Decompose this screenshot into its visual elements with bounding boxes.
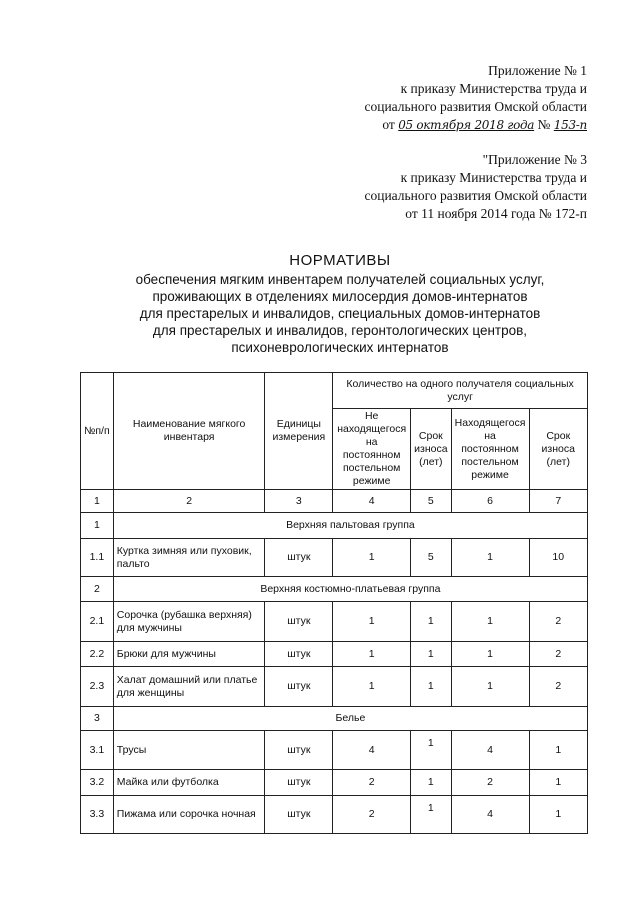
cell-qty: 1	[451, 539, 529, 577]
cell-unit: штук	[265, 731, 333, 770]
cell-wear: 1	[529, 731, 587, 770]
cell-qty: 1	[451, 667, 529, 707]
subtitle-line: для престарелых и инвалидов, геронтологических центров,	[152, 323, 528, 338]
header-wear-term: Срок износа (лет)	[529, 409, 587, 490]
appendix-3-header	[364, 151, 587, 223]
cell-name: Майка или футболка	[113, 770, 265, 796]
cell-qty: 1	[451, 602, 529, 642]
cell-qty: 4	[333, 731, 411, 770]
cell-wear: 2	[529, 642, 587, 667]
table-row	[81, 731, 588, 770]
header-name: Наименование мягкого инвентаря	[113, 373, 265, 490]
cell-wear: 1	[411, 770, 451, 796]
cell-qty: 1	[451, 642, 529, 667]
column-number: 1	[81, 490, 114, 513]
header-num: №п/п	[81, 373, 114, 490]
cell-num: 1.1	[81, 539, 114, 577]
handwritten-date: 05 октября 2018 года	[398, 118, 535, 132]
cell-wear: 1	[529, 796, 587, 834]
cell-name: Сорочка (рубашка верхняя) для мужчины	[113, 602, 265, 642]
appendix-1-title: Приложение № 1	[488, 63, 587, 78]
cell-name: Пижама или сорочка ночная	[113, 796, 265, 834]
date-prefix: от	[382, 117, 395, 132]
cell-wear: 2	[529, 602, 587, 642]
column-number: 7	[529, 490, 587, 513]
group-title: Белье	[113, 707, 587, 731]
cell-num: 3.1	[81, 731, 114, 770]
cell-name: Брюки для мужчины	[113, 642, 265, 667]
header-bedridden: Находящегося на постоянном постельном режиме	[451, 409, 529, 490]
column-number: 6	[451, 490, 529, 513]
norms-table	[80, 372, 588, 834]
appendix-1-order-line: к приказу Министерства труда и	[400, 81, 587, 96]
header-unit: Единицы измерения	[265, 373, 333, 490]
appendix-1-header	[364, 62, 587, 134]
cell-wear: 1	[411, 667, 451, 707]
table-row	[81, 602, 588, 642]
header-wear-term: Срок износа (лет)	[411, 409, 451, 490]
document-subtitle	[80, 271, 600, 356]
cell-num: 2.3	[81, 667, 114, 707]
column-number: 5	[411, 490, 451, 513]
group-row	[81, 577, 588, 602]
cell-num: 3.3	[81, 796, 114, 834]
cell-qty: 4	[451, 796, 529, 834]
document-title: НОРМАТИВЫ	[289, 252, 391, 269]
appendix-1-ministry-line: социального развития Омской области	[364, 99, 587, 114]
column-number: 2	[113, 490, 265, 513]
table-row	[81, 539, 588, 577]
cell-wear: 1	[529, 770, 587, 796]
group-number: 1	[81, 513, 114, 539]
cell-name: Куртка зимняя или пуховик, пальто	[113, 539, 265, 577]
cell-wear: 1	[411, 642, 451, 667]
table-row	[81, 667, 588, 707]
appendix-3-date-line: от 11 ноября 2014 года № 172-п	[405, 206, 587, 221]
cell-wear: 1	[411, 731, 451, 770]
cell-name: Трусы	[113, 731, 265, 770]
table-row	[81, 796, 588, 834]
cell-unit: штук	[265, 796, 333, 834]
cell-num: 3.2	[81, 770, 114, 796]
header-not-bedridden: Не находящегося на постоянном постельном режиме	[333, 409, 411, 490]
handwritten-number: 153-п	[553, 118, 587, 132]
cell-qty: 2	[333, 770, 411, 796]
subtitle-line: для престарелых и инвалидов, специальных домов-интернатов	[139, 306, 541, 321]
table-row	[81, 642, 588, 667]
cell-unit: штук	[265, 642, 333, 667]
cell-wear: 1	[411, 796, 451, 834]
group-number: 2	[81, 577, 114, 602]
group-number: 3	[81, 707, 114, 731]
column-number: 3	[265, 490, 333, 513]
appendix-1-date-line	[364, 116, 587, 134]
number-prefix: №	[537, 117, 551, 132]
cell-name: Халат домашний или платье для женщины	[113, 667, 265, 707]
group-row	[81, 707, 588, 731]
column-numbers-row	[81, 490, 588, 513]
group-title: Верхняя пальтовая группа	[113, 513, 587, 539]
cell-qty: 2	[333, 796, 411, 834]
table-header-row	[81, 373, 588, 409]
group-row	[81, 513, 588, 539]
cell-qty: 1	[333, 667, 411, 707]
cell-wear: 10	[529, 539, 587, 577]
cell-qty: 1	[333, 602, 411, 642]
group-title: Верхняя костюмно-платьевая группа	[113, 577, 587, 602]
header-quantity: Количество на одного получателя социальных услуг	[333, 373, 588, 409]
cell-num: 2.2	[81, 642, 114, 667]
subtitle-line: обеспечения мягким инвентарем получателей социальных услуг,	[135, 272, 545, 287]
cell-qty: 4	[451, 731, 529, 770]
cell-wear: 2	[529, 667, 587, 707]
cell-wear: 1	[411, 602, 451, 642]
appendix-3-title: "Приложение № 3	[482, 152, 587, 167]
cell-wear: 5	[411, 539, 451, 577]
table-row	[81, 770, 588, 796]
appendix-3-order-line: к приказу Министерства труда и	[400, 170, 587, 185]
cell-unit: штук	[265, 539, 333, 577]
subtitle-line: проживающих в отделениях милосердия домов-интернатов	[152, 289, 528, 304]
column-number: 4	[333, 490, 411, 513]
cell-qty: 1	[333, 539, 411, 577]
subtitle-line: психоневрологических интернатов	[231, 340, 449, 355]
cell-unit: штук	[265, 602, 333, 642]
cell-unit: штук	[265, 770, 333, 796]
cell-unit: штук	[265, 667, 333, 707]
appendix-3-ministry-line: социального развития Омской области	[364, 188, 587, 203]
cell-qty: 1	[333, 642, 411, 667]
cell-qty: 2	[451, 770, 529, 796]
cell-num: 2.1	[81, 602, 114, 642]
